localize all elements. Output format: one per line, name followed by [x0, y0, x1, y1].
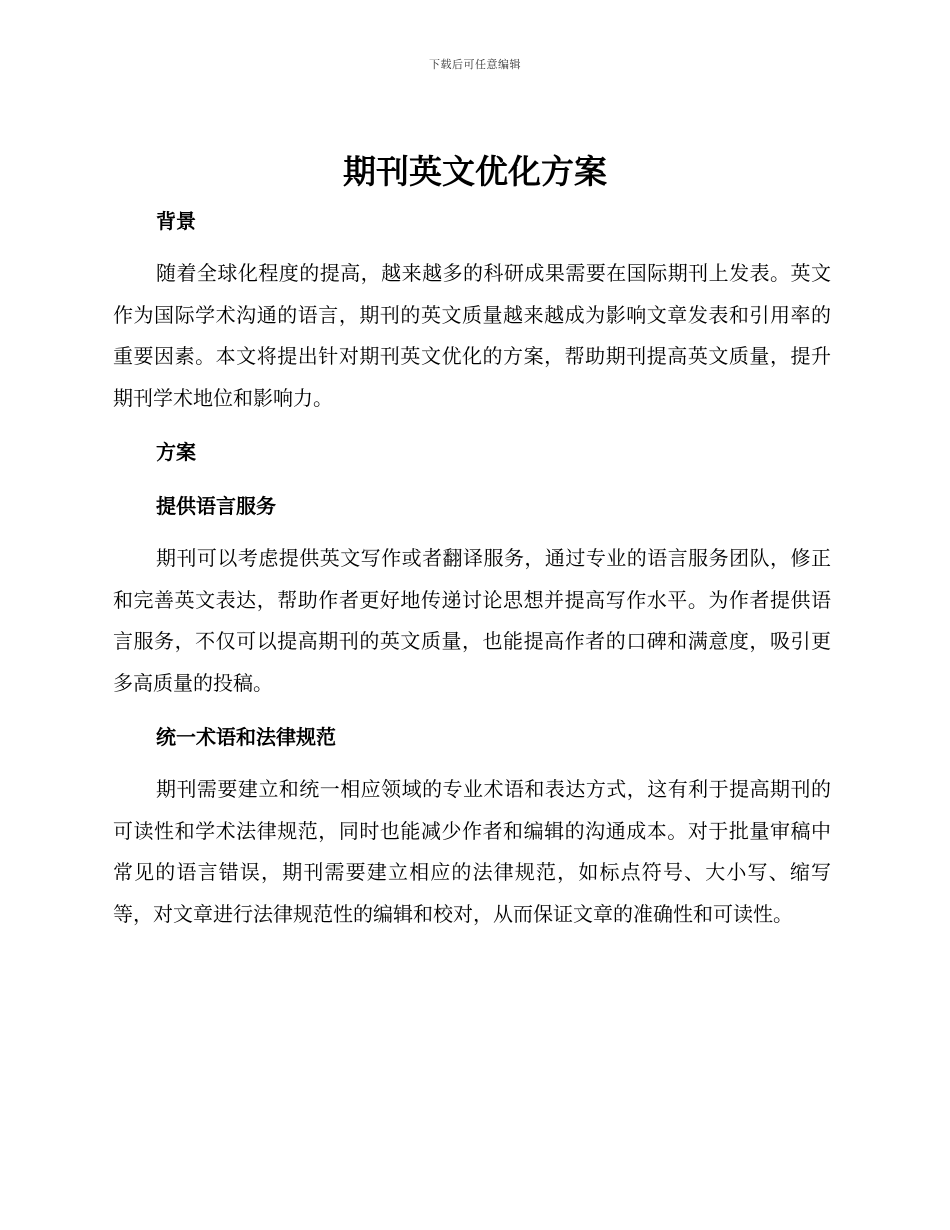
section-heading-language-service: 提供语言服务 [156, 494, 276, 518]
section-paragraph-background: 随着全球化程度的提高，越来越多的科研成果需要在国际期刊上发表。英文作为国际学术沟通的语言，期刊的英文质量越来越成为影响文章发表和引用率的重要因素。本文将提出针对期刊英文优化的方案，帮助期刊提高英文质量，提升期刊学术地位和影响力。 [113, 261, 831, 410]
section-heading-plan: 方案 [156, 440, 196, 464]
page-header: 下载后可任意编辑 [429, 58, 521, 71]
section-heading-background: 背景 [156, 209, 196, 233]
document-title: 期刊英文优化方案 [343, 152, 607, 191]
section-paragraph-language-service: 期刊可以考虑提供英文写作或者翻译服务，通过专业的语言服务团队，修正和完善英文表达，帮助作者更好地传递讨论思想并提高写作水平。为作者提供语言服务，不仅可以提高期刊的英文质量，也能提高作者的口碑和满意度，吸引更多高质量的投稿。 [113, 546, 831, 695]
section-heading-terminology: 统一术语和法律规范 [156, 725, 336, 749]
document-body [113, 200, 831, 935]
section-paragraph-terminology: 期刊需要建立和统一相应领域的专业术语和表达方式，这有利于提高期刊的可读性和学术法律规范，同时也能减少作者和编辑的沟通成本。对于批量审稿中常见的语言错误，期刊需要建立相应的法律规范，如标点符号、大小写、缩写等，对文章进行法律规范性的编辑和校对，从而保证文章的准确性和可读性。 [113, 777, 831, 926]
